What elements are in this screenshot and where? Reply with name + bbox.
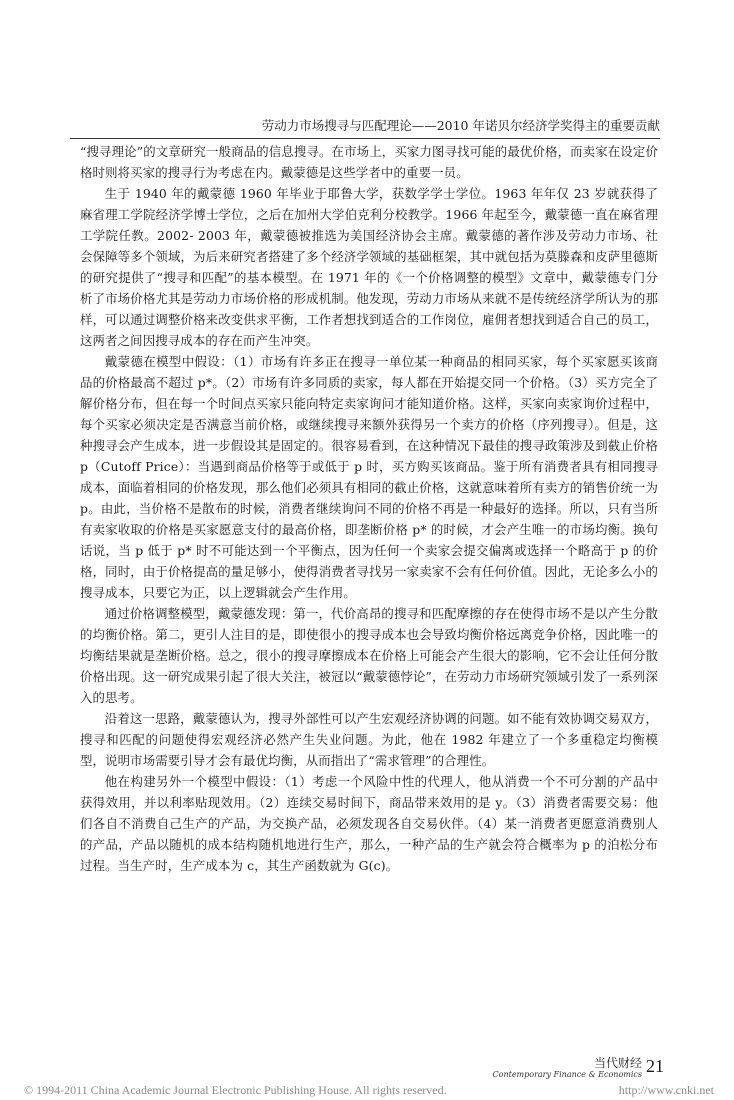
article-body [80, 141, 658, 876]
paragraph-5: 沿着这一思路，戴蒙德认为，搜寻外部性可以产生宏观经济协调的问题。如不能有效协调交易双方，搜寻和匹配的问题使得宏观经济必然产生失业问题。为此，他在 1982 年建立了一个多重稳定均衡模型，说明市场需要引导才会有最优均衡，从而指出了“需求管理”的合理性。 [80, 711, 658, 768]
cnki-link[interactable]: http://www.cnki.net [618, 1083, 714, 1097]
journal-name-cn: 当代财经 [593, 1056, 642, 1070]
paragraph-2: 生于 1940 年的戴蒙德 1960 年毕业于耶鲁大学，获数学学士学位。1963 年年仅 23 岁就获得了麻省理工学院经济学博士学位，之后在加州大学伯克利分校教学。1966 年起至今，戴蒙德一直在麻省理工学院任教。2002- 2003 年，戴蒙德被推选为美国经济协会主席。戴蒙德的著作涉及劳动力市场、社会保障等多个领域，为后来研究者搭建了多个经济学领域的基础框架，其中就包括为莫滕森和皮萨里德斯的研究提供了“搜寻和匹配”的基本模型。在 1971 年的《一个价格调整的模型》文章中，戴蒙德专门分析了市场价格尤其是劳动力市场价格的形成机制。他发现，劳动力市场从来就不是传统经济学所认为的那样，可以通过调整价格来改变供求平衡，工作者想找到适合的工作岗位，雇佣者想找到适合自己的员工，这两者之间因搜寻成本的存在而产生冲突。 [80, 186, 658, 348]
paragraph-1: “搜寻理论”的文章研究一般商品的信息搜寻。在市场上，买家力图寻找可能的最优价格，而卖家在设定价格时则将买家的搜寻行为考虑在内。戴蒙德是这些学者中的重要一员。 [80, 144, 658, 180]
paragraph-4: 通过价格调整模型，戴蒙德发现：第一，代价高昂的搜寻和匹配摩擦的存在使得市场不是以产生分散的均衡价格。第二，更引人注目的是，即使很小的搜寻成本也会导致均衡价格远离竞争价格，因此唯一的均衡结果就是垄断价格。总之，很小的搜寻摩擦成本在价格上可能会产生很大的影响，它不会让任何分散价格出现。这一研究成果引起了很大关注，被冠以“戴蒙德悖论”，在劳动力市场研究领域引发了一系列深入的思考。 [80, 606, 658, 705]
page-number: 21 [646, 1056, 664, 1076]
journal-name-en: Contemporary Finance & Economics [492, 1070, 642, 1079]
running-title: 劳动力市场搜寻与匹配理论——2010 年诺贝尔经济学奖得主的重要贡献 [261, 118, 660, 133]
paragraph-6: 他在构建另外一个模型中假设：（1）考虑一个风险中性的代理人，他从消费一个不可分割的产品中获得效用，并以利率贴现效用。（2）连续交易时间下，商品带来效用的是 y。（3）消费者需要交易：他们各自不消费自己生产的产品，为交换产品，必须发现各自交易伙伴。（4）某一消费者更愿意消费别人的产品，产品以随机的成本结构随机地进行生产，那么，一种产品的生产就会符合概率为 p 的泊松分布过程。当生产时，生产成本为 c，其生产函数就为 G(c)。 [80, 774, 658, 873]
copyright-line [24, 1083, 714, 1098]
running-header [70, 116, 660, 139]
copyright-text: © 1994-2011 China Academic Journal Electronic Publishing House. All rights reserved. [24, 1083, 447, 1097]
paragraph-3: 戴蒙德在模型中假设：（1）市场有许多正在搜寻一单位某一种商品的相同买家，每个买家愿买该商品的价格最高不超过 p*。（2）市场有许多同质的卖家，每人都在开始提交同一个价格。（3）买方完全了解价格分布，但在每一个时间点买家只能向特定卖家询问才能知道价格。这样，买家向卖家询价过程中，每个买家必须决定是否满意当前价格，或继续搜寻来额外获得另一个卖方的价格（序列搜寻）。但是，这种搜寻会产生成本，进一步假设其是固定的。很容易看到，在这种情况下最佳的搜寻政策涉及到截止价格 p（Cutoff Price）：当遇到商品价格等于或低于 p 时，买方购买该商品。鉴于所有消费者具有相同搜寻成本，面临着相同的价格发现，那么他们必须具有相同的截止价格，这就意味着所有卖方的销售价统一为 p。由此，当价格不是散布的时候，消费者继续询问不同的价格不再是一种最好的选择。所以，只有当所有卖家收取的价格是买家愿意支付的最高价格，即垄断价格 p* 的时候，才会产生唯一的市场均衡。换句话说，当 p 低于 p* 时不可能达到一个平衡点，因为任何一个卖家会提交偏离或选择一个略高于 p 的价格，同时，由于价格提高的量足够小，使得消费者寻找另一家卖家不会有任何价值。因此，无论多么小的搜寻成本，只要它为正，以上逻辑就会产生作用。 [80, 354, 659, 600]
journal-footer [493, 1057, 642, 1081]
